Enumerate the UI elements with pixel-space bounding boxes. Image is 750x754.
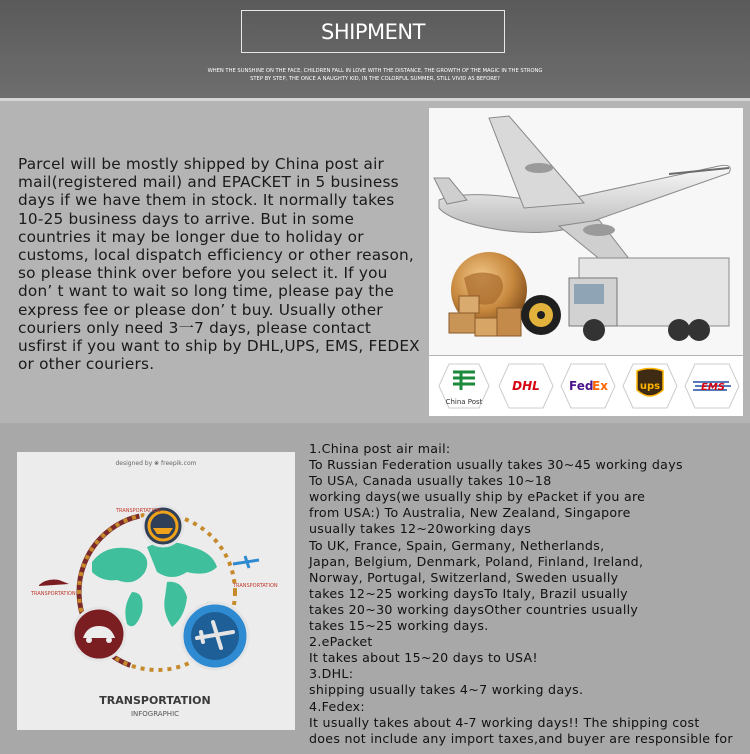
shipping-times-list <box>309 441 749 747</box>
shipping-line: does not include any import taxes,and buyer are responsible for <box>309 730 733 746</box>
ems-label: EMS <box>701 382 725 393</box>
ups-logo <box>623 364 677 408</box>
shipping-line: shipping usually takes 4~7 working days. <box>309 682 584 698</box>
shipping-line: Japan, Belgium, Denmark, Poland, Finland, Ireland, <box>309 553 644 569</box>
shipping-line: 3.DHL: <box>309 666 354 682</box>
shipping-line: To UK, France, Spain, Germany, Netherlands, <box>309 537 605 553</box>
airplane-truck-illustration <box>429 108 743 355</box>
shipping-line: Norway, Portugal, Switzerland, Sweden usually <box>309 569 619 585</box>
ups-label: ups <box>639 381 661 392</box>
ems-logo <box>685 364 739 408</box>
page-title: SHIPMENT <box>241 10 505 53</box>
transportation-infographic <box>17 452 295 730</box>
shipping-line: 2.ePacket <box>309 634 373 650</box>
tire-icon <box>521 295 561 335</box>
carrier-logos <box>429 356 743 416</box>
plane-label: TRANSPORTATION <box>233 583 278 589</box>
freepik-credit: designed by ❀ freepik.com <box>115 460 197 467</box>
plane-icon <box>182 603 248 669</box>
fedex-logo <box>561 364 615 408</box>
shipping-line: It usually takes about 4-7 working days!! The shipping cost <box>309 714 700 730</box>
shipping-line: takes 15~25 working days. <box>309 618 489 634</box>
infographic-svg <box>17 452 295 730</box>
infographic-title: TRANSPORTATION <box>99 694 211 707</box>
shipping-line: takes 20~30 working daysOther countries usually <box>309 601 639 617</box>
carrier-logos-svg <box>429 356 743 416</box>
shipping-line: working days(we usually ship by ePacket if you are <box>309 489 646 505</box>
shipping-line: To Russian Federation usually takes 30~45 working days <box>309 457 683 473</box>
header-subtitle <box>170 67 580 83</box>
subtitle-line-2: STEP BY STEP, THE ONCE A NAUGHTY KID, IN THE COLORFUL SUMMER, STILL VIVID AS BEFORE? <box>250 76 500 82</box>
shipping-line: 4.Fedex: <box>309 698 365 714</box>
ship-label: TRANSPORTATION <box>116 508 161 514</box>
car-icon <box>73 608 125 660</box>
infographic-subtitle: INFOGRAPHIC <box>130 710 180 718</box>
shipping-line: takes 12~25 working daysTo Italy, Brazil usually <box>309 585 628 601</box>
dhl-logo <box>499 364 553 408</box>
china-post-label: China Post <box>445 398 483 406</box>
shipping-line: It takes about 15~20 days to USA! <box>309 650 538 666</box>
shipping-policy-text: Parcel will be mostly shipped by China post air mail(registered mail) and EPACKET in 5 business days if we have them in stock. It normally takes 10-25 business days to arrive. But in some countries it may be longer due to holiday or customs, local dispatch efficiency or other reason, so please think over before you select it. If you don’ t want to wait so long time, please pay the express fee or please don’ t buy. Usually other couriers only need 3一7 days, please contact usfirst if you want to ship by DHL,UPS, EMS, FEDEX or other couriers. <box>18 155 420 374</box>
shipping-line: To USA, Canada usually takes 10~18 <box>309 473 552 489</box>
dhl-label: DHL <box>512 379 540 393</box>
shipping-line: usually takes 12~20working days <box>309 521 532 537</box>
shipping-line: 1.China post air mail: <box>309 441 451 456</box>
car-label: TRANSPORTATION <box>31 591 76 597</box>
fedex-ex-label: Ex <box>592 379 608 393</box>
header-banner <box>0 0 750 98</box>
china-post-logo <box>439 364 489 408</box>
subtitle-line-1: WHEN THE SUNSHINE ON THE FACE, CHILDREN FALL IN LOVE WITH THE DISTANCE, THE GROWTH OF THE MAGIC IN THE STRONG <box>207 68 543 74</box>
fedex-fed-label: Fed <box>569 379 594 393</box>
airplane-truck-image <box>429 108 743 355</box>
shipping-line: from USA:) To Australia, New Zealand, Singapore <box>309 505 631 521</box>
